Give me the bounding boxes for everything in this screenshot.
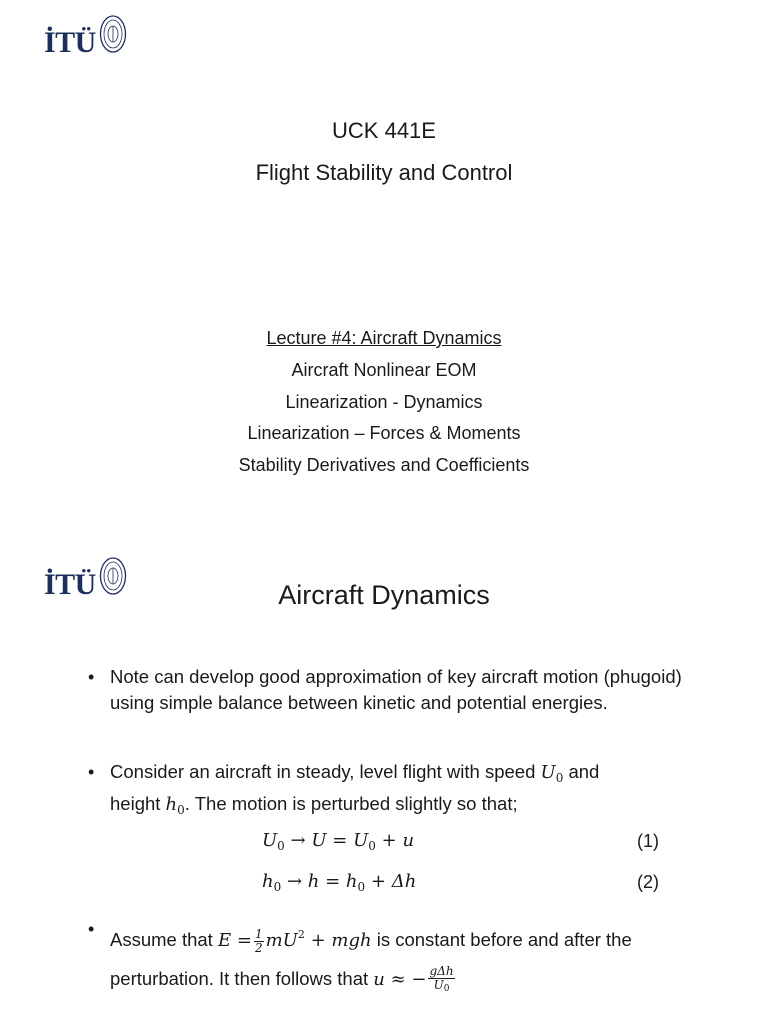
topic-item: Linearization - Dynamics bbox=[285, 392, 483, 412]
math-u-approx: u ≈ − $\frac{\text{gΔh}}{U_0}$ bbox=[373, 963, 454, 994]
logo-text: İTÜ bbox=[44, 26, 96, 59]
bullet-item bbox=[88, 664, 688, 716]
logo-text: İTÜ bbox=[44, 568, 96, 601]
university-seal-icon bbox=[99, 14, 127, 54]
equation-1-number: (1) bbox=[637, 831, 659, 851]
math-U0: $U_0$ bbox=[540, 762, 564, 785]
lecture-title: Lecture #4: Aircraft Dynamics bbox=[266, 328, 502, 348]
bullet-dot: • bbox=[88, 762, 95, 782]
itu-logo bbox=[44, 14, 127, 58]
equation-1: $U_0 \to U = U_0 + u$ bbox=[262, 830, 415, 853]
bullet-dot: • bbox=[88, 919, 95, 939]
math-h0: $h_0$ bbox=[165, 794, 185, 817]
topic-item: Linearization – Forces & Moments bbox=[247, 423, 521, 443]
bullet-dot: • bbox=[88, 667, 95, 687]
topic-item: Stability Derivatives and Coefficients bbox=[238, 455, 530, 475]
bullet-item bbox=[88, 916, 688, 999]
bullet-text: Consider an aircraft in steady, level flight with speed $U_0$ and height $h_0$. The motion is perturbed slightly so that; bbox=[110, 761, 600, 817]
bullet-text: Note can develop good approximation of key aircraft motion (phugoid) using simple balance between kinetic and potential energies. bbox=[110, 666, 682, 713]
course-title: Flight Stability and Control bbox=[255, 160, 513, 185]
bullet-text: Assume that E = $\frac{1}{2}$ $mU^2$ + mgh is constant before and after the perturbation. It then follows that u ≈ − $\frac{\text{gΔh}}{U_0}$ bbox=[110, 926, 632, 994]
math-energy: E = $\frac{1}{2}$ $mU^2$ + mgh bbox=[217, 926, 372, 955]
slide-title: Aircraft Dynamics bbox=[278, 580, 490, 610]
equation-2-number: (2) bbox=[637, 872, 659, 892]
topic-item: Aircraft Nonlinear EOM bbox=[291, 360, 477, 380]
course-code: UCK 441E bbox=[332, 118, 436, 143]
equation-2: $h_0 \to h = h_0 + \Delta h$ bbox=[262, 871, 417, 894]
bullet-item bbox=[88, 759, 688, 823]
